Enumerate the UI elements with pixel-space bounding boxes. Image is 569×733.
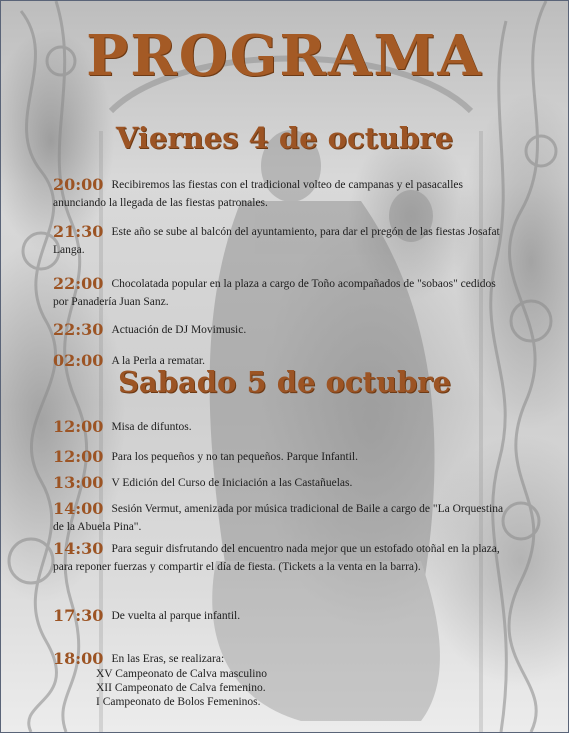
day-heading-friday: Viernes 4 de octubre [115,121,454,155]
championship-line: XV Campeonato de Calva masculino [96,668,267,680]
event-text: A la Perla a rematar. [111,355,205,367]
event-text: Misa de difuntos. [111,421,192,433]
event-text: Para los pequeños y no tan pequeños. Parque Infantil. [111,451,358,463]
event-item [53,220,508,258]
event-time: 02:00 [53,351,104,370]
event-time: 18:00 [53,649,104,668]
event-time: 12:00 [53,417,104,436]
event-text: Sesión Vermut, amenizada por música tradicional de Baile a cargo de "La Orquestina de la Abuela Pina". [53,503,504,533]
event-item [53,445,508,465]
event-item [53,497,508,535]
event-time: 13:00 [53,473,104,492]
day-heading-saturday: Sabado 5 de octubre [117,365,452,399]
event-text: De vuelta al parque infantil. [111,610,241,622]
event-time: 22:30 [53,320,104,339]
event-time: 12:00 [53,447,104,466]
event-text: Para seguir disfrutando del encuentro nada mejor que un estofado otoñal en la plaza, para reponer fuerzas y compartir el día de fiesta. (Tickets a la venta en la barra). [53,543,500,573]
event-time: 20:00 [53,175,104,194]
event-text: Recibiremos las fiestas con el tradicional volteo de campanas y el pasacalles anunciando la llegada de las fiestas patronales. [53,179,464,209]
event-time: 21:30 [53,222,104,241]
event-text: Actuación de DJ Movimusic. [111,324,247,336]
event-text: En las Eras, se realizara: [111,653,225,665]
event-item [53,318,508,338]
event-item [53,647,508,709]
poster-title: PROGRAMA [86,23,483,89]
event-text: V Edición del Curso de Iniciación a las Castañuelas. [111,477,353,489]
event-time: 22:00 [53,274,104,293]
championship-line: XII Campeonato de Calva femenino. [96,682,266,694]
event-item [53,415,508,435]
event-time: 14:30 [53,539,104,558]
event-item [53,537,508,575]
event-text: Chocolatada popular en la plaza a cargo de Toño acompañados de "sobaos" cedidos por Panadería Juan Sanz. [53,278,496,308]
event-text: Este año se sube al balcón del ayuntamiento, para dar el pregón de las fiestas Josafat Langa. [53,226,500,256]
event-time: 14:00 [53,499,104,518]
event-item [53,471,508,491]
championship-line: I Campeonato de Bolos Femeninos. [96,696,261,708]
event-item [53,272,508,310]
event-item [53,173,508,211]
event-item [53,604,508,624]
event-time: 17:30 [53,606,104,625]
